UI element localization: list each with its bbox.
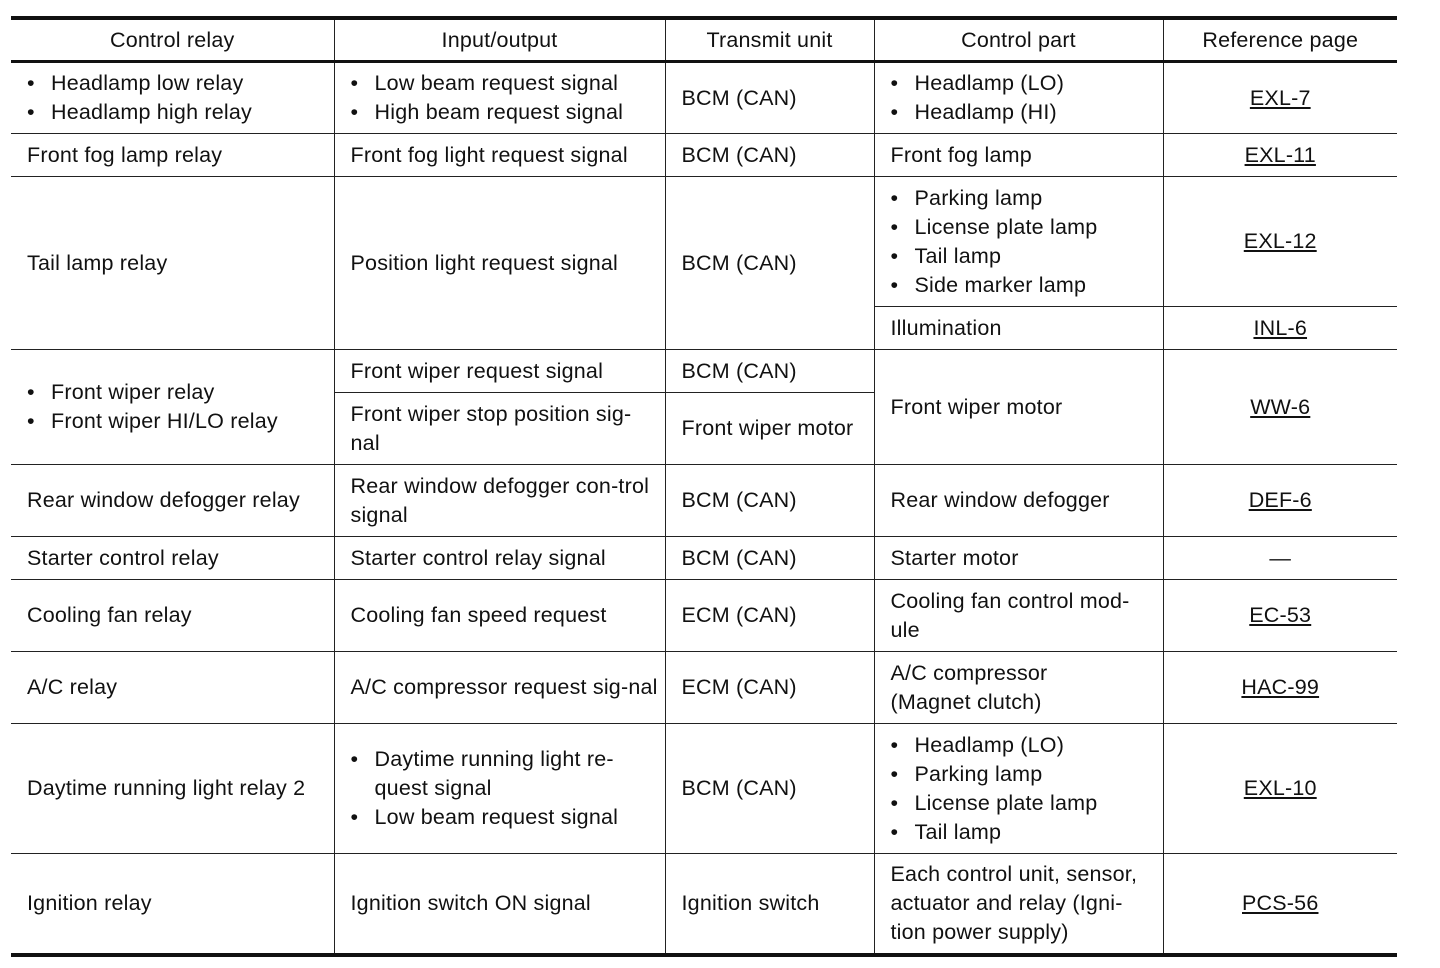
part-cell: [874, 724, 1163, 854]
part-cell: Illumination: [874, 307, 1163, 350]
reference-cell: [1163, 177, 1397, 307]
reference-cell: [1163, 465, 1397, 537]
header-control-relay: Control relay: [11, 18, 334, 62]
header-transmit-unit: Transmit unit: [665, 18, 874, 62]
header-input-output: Input/output: [334, 18, 665, 62]
relay-cell: Starter control relay: [11, 537, 334, 580]
transmit-cell: Front wiper motor: [665, 393, 874, 465]
list-item: • High beam request signal: [351, 98, 659, 127]
list-item: • Headlamp low relay: [27, 69, 328, 98]
list-item: • Tail lamp: [891, 242, 1157, 271]
part-line: A/C compressor: [890, 660, 1048, 685]
header-reference-page: Reference page: [1163, 18, 1397, 62]
io-cell: Front wiper request signal: [334, 350, 665, 393]
io-cell: Position light request signal: [334, 177, 665, 350]
transmit-cell: ECM (CAN): [665, 580, 874, 652]
relay-cell: Daytime running light relay 2: [11, 724, 334, 854]
reference-cell: [1163, 580, 1397, 652]
transmit-cell: BCM (CAN): [665, 134, 874, 177]
reference-cell: [1163, 724, 1397, 854]
part-cell: Each control unit, sensor, actuator and relay (Igni-tion power supply): [874, 854, 1163, 955]
transmit-cell: BCM (CAN): [665, 62, 874, 134]
header-control-part: Control part: [874, 18, 1163, 62]
table-row: [11, 854, 1397, 955]
io-cell: Front wiper stop position sig-nal: [334, 393, 665, 465]
reference-link[interactable]: DEF-6: [1248, 488, 1312, 512]
reference-cell: [1163, 537, 1397, 580]
relay-cell: [11, 62, 334, 134]
reference-cell: [1163, 350, 1397, 465]
reference-link[interactable]: HAC-99: [1241, 675, 1320, 699]
list-item: • Daytime running light re-quest signal: [351, 745, 659, 803]
table-row: [11, 652, 1397, 724]
list-item: • Headlamp high relay: [27, 98, 328, 127]
reference-link[interactable]: EXL-10: [1243, 776, 1317, 800]
list-item: • Headlamp (LO): [891, 69, 1157, 98]
header-row: [11, 18, 1397, 62]
list-item: • Tail lamp: [891, 818, 1157, 847]
list-item: • License plate lamp: [891, 213, 1157, 242]
part-cell: [874, 177, 1163, 307]
relay-table-container: [11, 16, 1397, 957]
transmit-cell: BCM (CAN): [665, 465, 874, 537]
reference-cell: [1163, 854, 1397, 955]
io-cell: [334, 62, 665, 134]
list-item: • Parking lamp: [891, 184, 1157, 213]
reference-cell: [1163, 134, 1397, 177]
relay-cell: Front fog lamp relay: [11, 134, 334, 177]
io-cell: A/C compressor request sig-nal: [334, 652, 665, 724]
part-cell: Starter motor: [874, 537, 1163, 580]
part-cell: [874, 62, 1163, 134]
relay-cell: Ignition relay: [11, 854, 334, 955]
transmit-cell: ECM (CAN): [665, 652, 874, 724]
control-relay-table: [11, 16, 1397, 957]
io-cell: Cooling fan speed request: [334, 580, 665, 652]
part-cell: Front fog lamp: [874, 134, 1163, 177]
list-item: • Front wiper relay: [27, 378, 328, 407]
reference-cell: [1163, 307, 1397, 350]
transmit-cell: BCM (CAN): [665, 724, 874, 854]
io-cell: Front fog light request signal: [334, 134, 665, 177]
reference-link[interactable]: EXL-12: [1243, 229, 1317, 253]
list-item: • License plate lamp: [891, 789, 1157, 818]
reference-link[interactable]: EC-53: [1249, 603, 1312, 627]
table-row: [11, 134, 1397, 177]
table-row: [11, 724, 1397, 854]
list-item: • Side marker lamp: [891, 271, 1157, 300]
table-row: [11, 350, 1397, 393]
part-cell: Rear window defogger: [874, 465, 1163, 537]
reference-dash: —: [1269, 545, 1292, 570]
table-row: [11, 537, 1397, 580]
part-line: (Magnet clutch): [890, 689, 1042, 714]
io-cell: Ignition switch ON signal: [334, 854, 665, 955]
transmit-cell: BCM (CAN): [665, 177, 874, 350]
relay-cell: A/C relay: [11, 652, 334, 724]
relay-cell: Tail lamp relay: [11, 177, 334, 350]
reference-link[interactable]: PCS-56: [1242, 890, 1319, 915]
relay-cell: [11, 350, 334, 465]
reference-link[interactable]: INL-6: [1253, 315, 1308, 340]
list-item: • Parking lamp: [891, 760, 1157, 789]
reference-link[interactable]: EXL-7: [1249, 85, 1311, 110]
io-cell: [334, 724, 665, 854]
reference-link[interactable]: WW-6: [1250, 394, 1311, 419]
list-item: • Front wiper HI/LO relay: [27, 407, 328, 436]
relay-cell: Cooling fan relay: [11, 580, 334, 652]
table-row: [11, 177, 1397, 307]
io-cell: Rear window defogger con-trol signal: [334, 465, 665, 537]
part-cell: [874, 652, 1163, 724]
relay-cell: Rear window defogger relay: [11, 465, 334, 537]
list-item: • Headlamp (LO): [891, 731, 1157, 760]
reference-link[interactable]: EXL-11: [1244, 142, 1316, 167]
table-row: [11, 465, 1397, 537]
reference-cell: [1163, 652, 1397, 724]
reference-cell: [1163, 62, 1397, 134]
part-cell: Front wiper motor: [874, 350, 1163, 465]
io-cell: Starter control relay signal: [334, 537, 665, 580]
transmit-cell: BCM (CAN): [665, 350, 874, 393]
list-item: • Headlamp (HI): [891, 98, 1157, 127]
part-cell: Cooling fan control mod-ule: [874, 580, 1163, 652]
transmit-cell: Ignition switch: [665, 854, 874, 955]
table-row: [11, 62, 1397, 134]
list-item: • Low beam request signal: [351, 803, 659, 832]
list-item: • Low beam request signal: [351, 69, 659, 98]
table-row: [11, 580, 1397, 652]
transmit-cell: BCM (CAN): [665, 537, 874, 580]
